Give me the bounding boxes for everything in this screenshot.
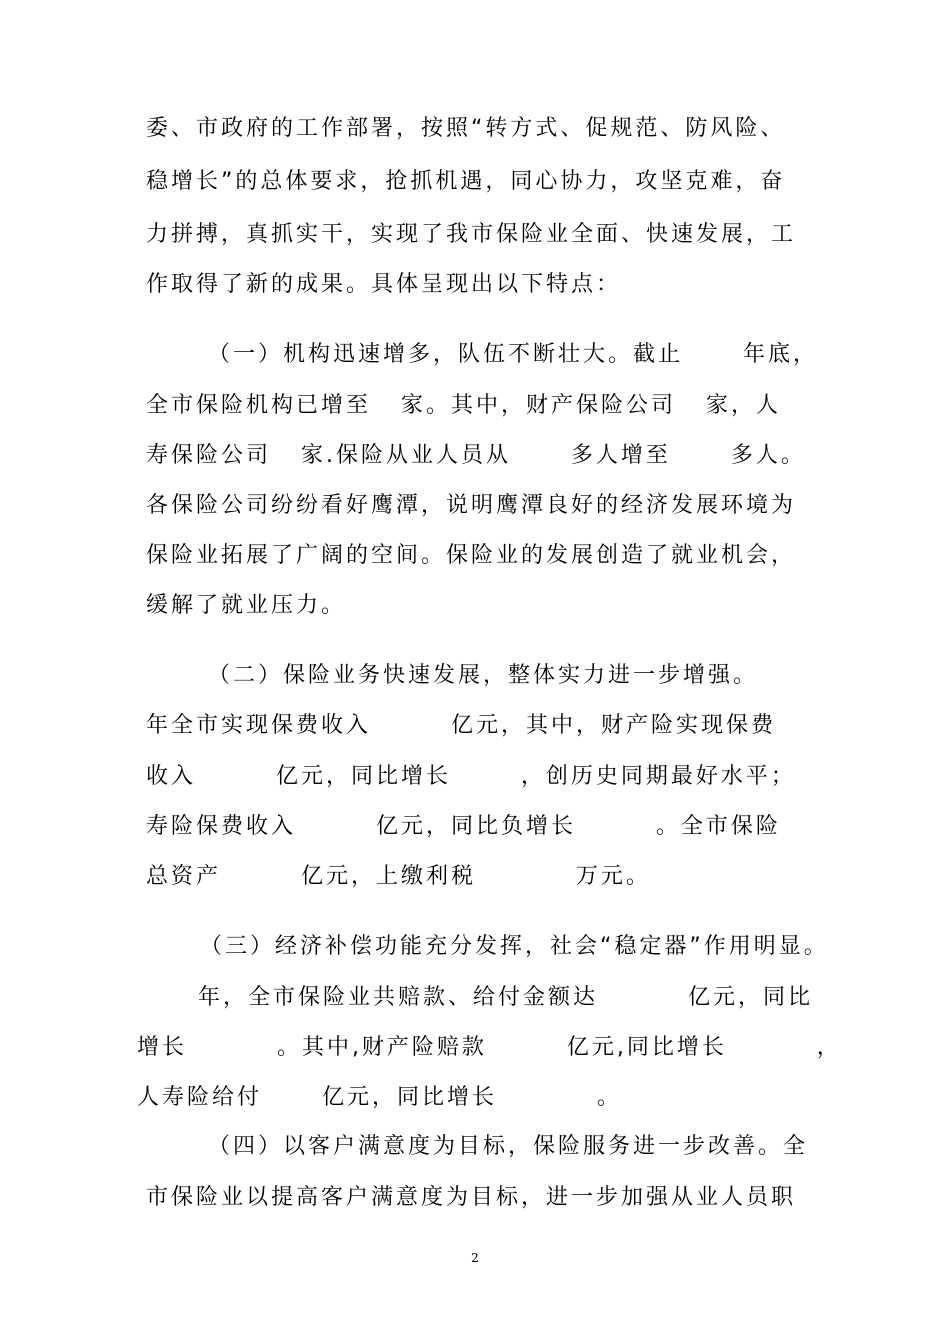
text-line: 稳增长”的总体要求，抢抓机遇，同心协力，攻坚克难，奋 (146, 169, 786, 194)
text-line: 市保险业以提高客户满意度为目标，进一步加强从业人员职 (146, 1185, 797, 1210)
text-line: （三）经济补偿功能充分发挥，社会“稳定器”作用明显。 (200, 934, 829, 959)
text-line: 寿保险公司 家.保险从业人员从 多人增至 多人。 (146, 443, 806, 468)
text-line: 收入 亿元，同比增长 ，创历史同期最好水平； (146, 764, 796, 789)
text-line: 保险业拓展了广阔的空间。保险业的发展创造了就业机会， (146, 543, 797, 568)
text-line: 年全市实现保费收入 亿元，其中，财产险实现保费 (146, 713, 776, 738)
text-line: 寿险保费收入 亿元，同比负增长 。全市保险 (146, 814, 781, 839)
text-line: 各保险公司纷纷看好鹰潭，说明鹰潭良好的经济发展环境为 (146, 493, 797, 518)
text-line: 全市保险机构已增至 家。其中，财产保险公司 家，人 (146, 393, 781, 418)
text-line: 人寿险给付 亿元，同比增长 。 (137, 1085, 622, 1110)
text-line: （一）机构迅速增多，队伍不断壮大。截止 年底， (208, 342, 818, 367)
text-line: 作取得了新的成果。具体呈现出以下特点： (146, 272, 622, 297)
text-line: 缓解了就业压力。 (146, 593, 347, 618)
text-line: 委、市政府的工作部署，按照“转方式、促规范、防风险、 (146, 116, 786, 141)
text-line: 力拼搏，真抓实干，实现了我市保险业全面、快速发展，工 (146, 222, 797, 247)
text-line: 总资产 亿元，上缴利税 万元。 (146, 864, 651, 889)
text-line: （二）保险业务快速发展，整体实力进一步增强。 (208, 663, 759, 688)
text-line: 年，全市保险业共赔款、给付金额达 亿元，同比 (198, 985, 813, 1010)
text-line: （四）以客户满意度为目标，保险服务进一步改善。全 (208, 1134, 809, 1159)
page-number: 2 (471, 1251, 479, 1265)
text-line: 增长 。其中,财产险赔款 亿元,同比增长 ， (137, 1035, 842, 1060)
